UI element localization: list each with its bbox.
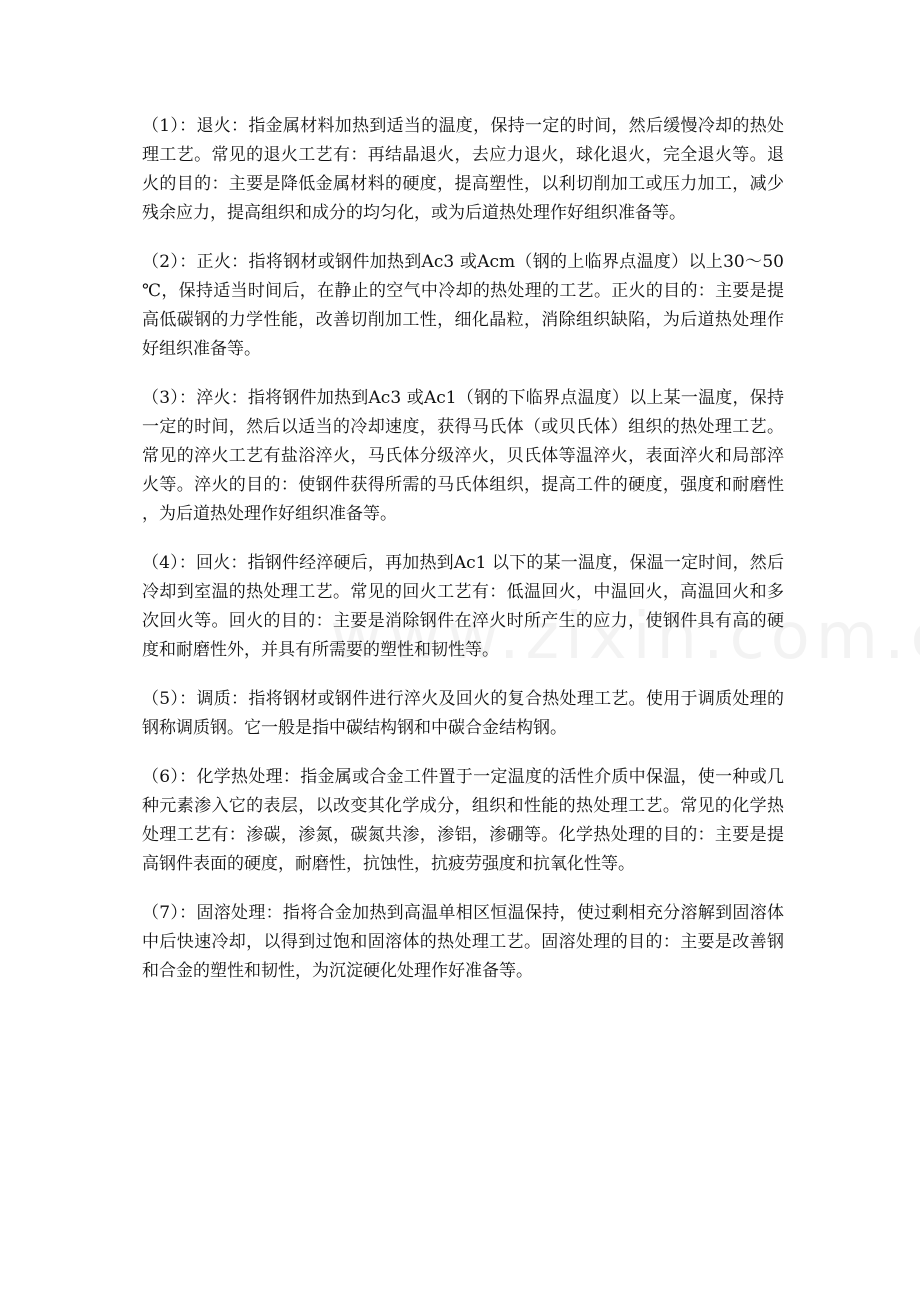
paragraph-quenching: （3）：淬火：指将钢件加热到Ac3 或Ac1（钢的下临界点温度）以上某一温度，保持一定的时间，然后以适当的冷却速度，获得马氏体（或贝氏体）组织的热处理工艺。常见的淬火工艺有盐浴淬火，马氏体分级淬火，贝氏体等温淬火，表面淬火和局部淬火等。淬火的目的：使钢件获得所需的马氏体组织，提高工件的硬度，强度和耐磨性，为后道热处理作好组织准备等。 — [142, 388, 784, 524]
paragraph-chemical-heat-treatment: （6）：化学热处理：指金属或合金工件置于一定温度的活性介质中保温，使一种或几种元素渗入它的表层，以改变其化学成分，组织和性能的热处理工艺。常见的化学热处理工艺有：渗碳，渗氮，碳氮共渗，渗铝，渗硼等。化学热处理的目的：主要是提高钢件表面的硬度，耐磨性，抗蚀性，抗疲劳强度和抗氧化性等。 — [142, 767, 784, 874]
paragraph-solution-treatment: （7）：固溶处理：指将合金加热到高温单相区恒温保持，使过剩相充分溶解到固溶体中后快速冷却，以得到过饱和固溶体的热处理工艺。固溶处理的目的：主要是改善钢和合金的塑性和韧性，为沉淀硬化处理作好准备等。 — [142, 903, 784, 981]
paragraph-tempering: （4）：回火：指钢件经淬硬后，再加热到Ac1 以下的某一温度，保温一定时间，然后冷却到室温的热处理工艺。常见的回火工艺有：低温回火，中温回火，高温回火和多次回火等。回火的目的：主要是消除钢件在淬火时所产生的应力，使钢件具有高的硬度和耐磨性外，并具有所需要的塑性和韧性等。 — [142, 553, 784, 660]
paragraph-annealing: （1）：退火：指金属材料加热到适当的温度，保持一定的时间，然后缓慢冷却的热处理工艺。常见的退火工艺有：再结晶退火，去应力退火，球化退火，完全退火等。退火的目的：主要是降低金属材料的硬度，提高塑性，以利切削加工或压力加工，减少残余应力，提高组织和成分的均匀化，或为后道热处理作好组织准备等。 — [142, 116, 784, 223]
paragraph-normalizing: （2）：正火：指将钢材或钢件加热到Ac3 或Acm（钢的上临界点温度）以上30～50℃，保持适当时间后，在静止的空气中冷却的热处理的工艺。正火的目的：主要是提高低碳钢的力学性能，改善切削加工性，细化晶粒，消除组织缺陷，为后道热处理作好组织准备等。 — [142, 252, 784, 359]
document-body — [142, 112, 784, 1006]
paragraph-quench-temper: （5）：调质：指将钢材或钢件进行淬火及回火的复合热处理工艺。使用于调质处理的钢称调质钢。它一般是指中碳结构钢和中碳合金结构钢。 — [142, 689, 784, 738]
